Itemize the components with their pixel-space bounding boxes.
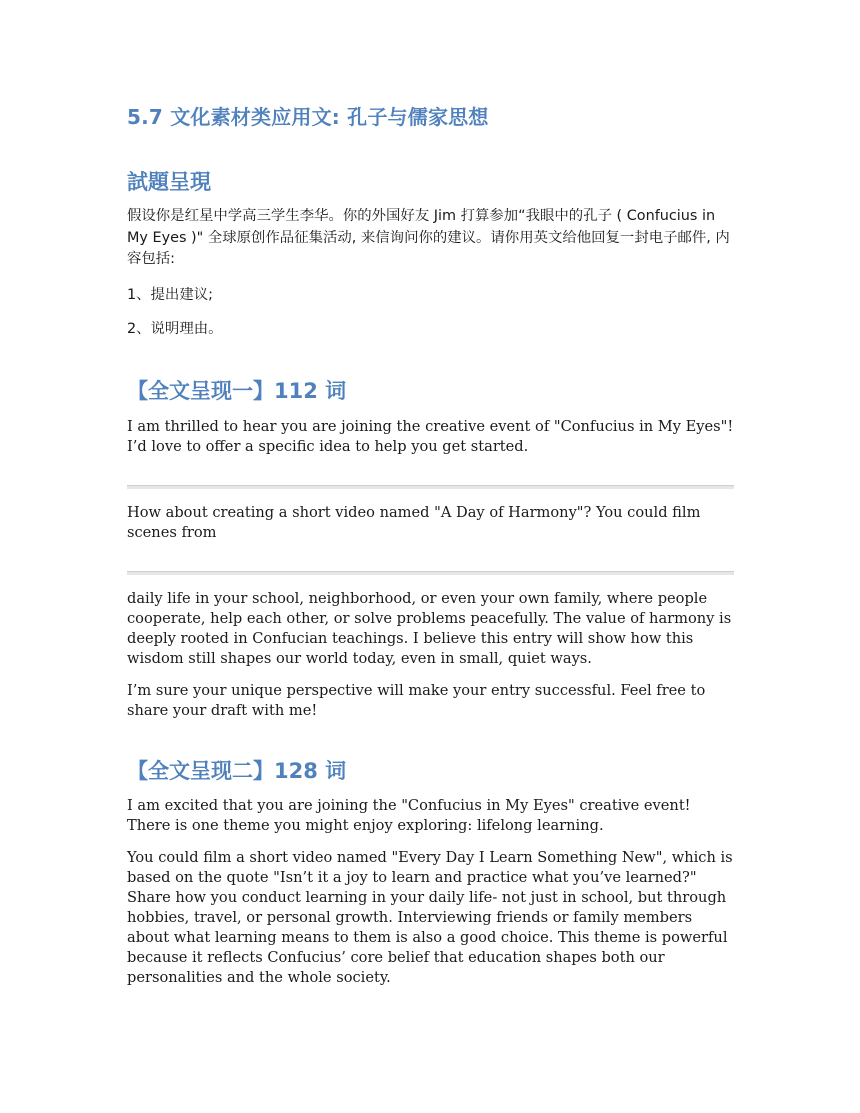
sample-one-heading: 【全文呈现一】112 词 xyxy=(127,379,347,403)
sample-two-paragraph-1: I am excited that you are joining the "Confucius in My Eyes" creative event! There is one theme you might enjoy exploring: lifelong learning. xyxy=(127,797,691,834)
sample-one-paragraph-4: I’m sure your unique perspective will make your entry successful. Feel free to share your draft with me! xyxy=(127,682,706,719)
sample-one-paragraph-1: I am thrilled to hear you are joining the creative event of "Confucius in My Eyes"! I’d love to offer a specific idea to help you get started. xyxy=(127,418,734,455)
document-title: 5.7 文化素材类应用文: 孔子与儒家思想 xyxy=(127,105,489,129)
task-item-1: 1、提出建议; xyxy=(127,287,213,303)
sample-two-paragraph-2: You could film a short video named "Every Day I Learn Something New", which is based on the quote "Isn’t it a joy to learn and practice what you’ve learned?" Share how you conduct learning in your daily life- not just in school, but through hobbies, travel, or personal growth. Interviewing friends or family members about what learning means to them is also a good choice. This theme is powerful because it reflects Confucius’ core belief that education shapes both our personalities and the whole society. xyxy=(127,849,733,986)
sample-one-paragraph-2: How about creating a short video named "A Day of Harmony"? You could film scenes from xyxy=(127,504,701,541)
sample-two-heading: 【全文呈现二】128 词 xyxy=(127,759,347,783)
sample-one-paragraph-3: daily life in your school, neighborhood, or even your own family, where people cooperate, help each other, or solve problems peacefully. The value of harmony is deeply rooted in Confucian teachings. I believe this entry will show how this wisdom still shapes our world today, even in small, quiet ways. xyxy=(127,590,732,667)
task-prompt: 假设你是红星中学高三学生李华。你的外国好友 Jim 打算参加“我眼中的孔子 ( Confucius in My Eyes )" 全球原创作品征集活动, 来信询问你的建议。请你用英文给他回复一封电子邮件, 内容包括: xyxy=(127,208,730,267)
task-item-2: 2、说明理由。 xyxy=(127,321,223,337)
task-section-heading: 試題呈現 xyxy=(127,170,211,194)
horizontal-rule xyxy=(127,571,734,575)
horizontal-rule xyxy=(127,485,734,489)
